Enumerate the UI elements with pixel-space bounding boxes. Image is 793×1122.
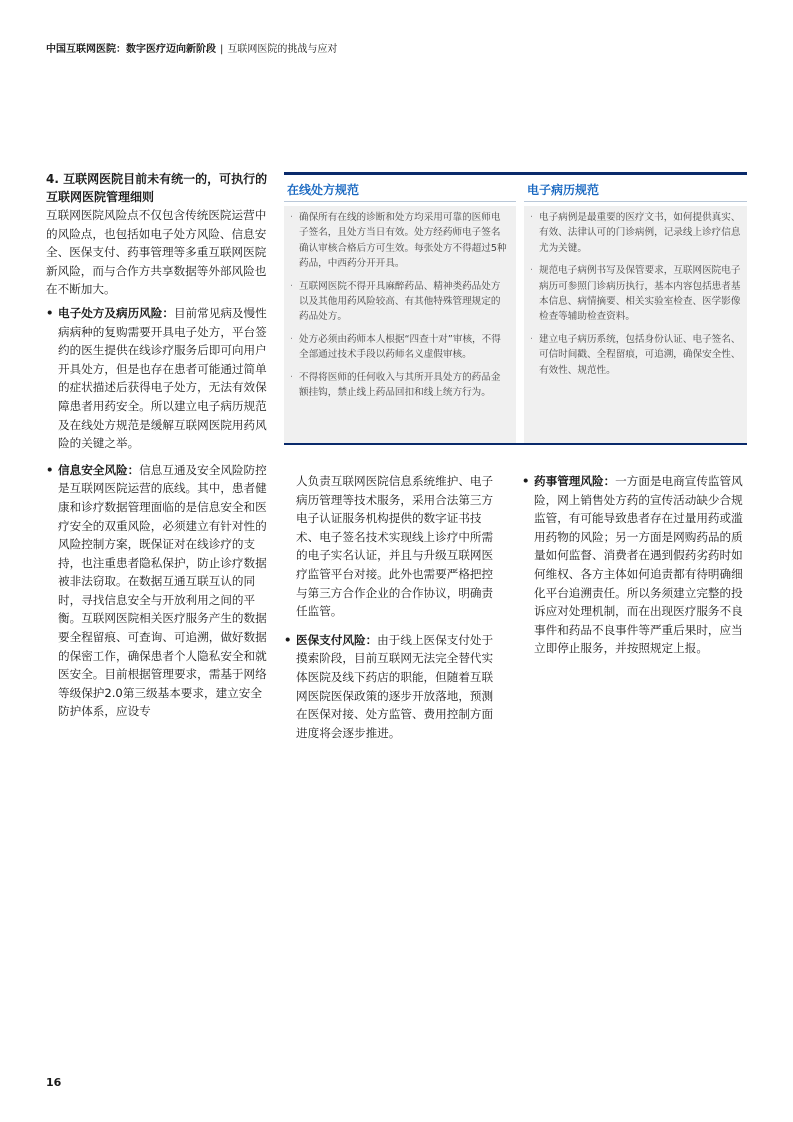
list-item: · 电子病例是最重要的医疗文书，如何提供真实、有效、法律认可的门诊病例，记录线上诊疗信息尤为关键。 — [530, 212, 741, 254]
running-header — [46, 40, 337, 55]
bullet-dot-icon: · — [290, 333, 294, 345]
bullet-lead: 信息安全风险： — [58, 462, 140, 477]
table-column-prescription — [284, 175, 516, 443]
bullet-dot-icon: · — [290, 212, 294, 223]
table-header-emr: 电子病历规范 — [524, 179, 747, 202]
bullet-info-security-risk — [46, 461, 272, 721]
bullet-text: 一方面是电商宣传监管风险，网上销售处方药的宣传活动缺少合规监管，有可能导致患者存在过量用药或滥用药物的风险；另一方面是网购药品的质量如何监督、消费者在遇到假药劣药时如何维权、各方主体如何追责都有待明确细化平台追溯责任。所以务须建立完整的投诉应对处理机制，而在出现医疗服务不良事件和药品不良事件等严重后果时，应当立即停止服务，并按照规定上报。 — [534, 474, 743, 656]
continued-paragraph: 人负责互联网医院信息系统维护、电子病历管理等技术服务，采用合法第三方电子认证服务机构提供的数字证书技术、电子签名技术实现线上诊疗中所需的电子实名认证，并且与升级互联网医疗监管平台对接。此外也需要严格把控与第三方合作企业的合作协议，明确责任监管。 — [296, 474, 494, 619]
bullet-dot-icon: • — [522, 474, 530, 488]
bullet-lead: 电子处方及病历风险： — [58, 305, 174, 320]
bullet-dot-icon: • — [284, 632, 292, 647]
bullet-lead: 医保支付风险： — [296, 632, 378, 647]
bullet-text: 由于线上医保支付处于摸索阶段，目前互联网无法完全替代实体医院及线下药店的职能，但随着互联网医院医保政策的逐步开放落地，预测在医保对接、处方监管、费用控制方面进度将会逐步推进。 — [296, 632, 494, 740]
bullet-dot-icon: · — [530, 212, 534, 223]
table-header-prescription: 在线处方规范 — [284, 179, 516, 202]
section-title: 4. 互联网医院目前未有统一的，可执行的互联网医院管理细则 — [46, 172, 268, 204]
bullet-dot-icon: • — [46, 305, 54, 320]
table-cell-emr — [524, 206, 747, 443]
header-subtitle: 互联网医院的挑战与应对 — [227, 44, 338, 55]
bullet-dot-icon: · — [530, 265, 534, 277]
left-column — [46, 170, 272, 721]
header-separator: | — [220, 44, 224, 55]
bullet-prescription-risk — [46, 304, 272, 453]
table-column-emr — [524, 175, 747, 443]
table-cell-prescription — [284, 206, 516, 443]
middle-column — [284, 472, 504, 742]
list-item: · 不得将医师的任何收入与其所开具处方的药品金额挂钩，禁止线上药品回扣和线上统方行为。 — [290, 371, 501, 399]
intro-paragraph: 互联网医院风险点不仅包含传统医院运营中的风险点，也包括如电子处方风险、信息安全、医保支付、药事管理等多重互联网医院新风险，而与合作方共享数据等外部风险也在不断加大。 — [46, 208, 267, 297]
bullet-lead: 药事管理风险： — [534, 474, 616, 488]
list-item: · 处方必须由药师本人根据“四查十对”审核，不得全部通过技术手段以药师名义虚假审核。 — [290, 333, 501, 361]
list-item: · 确保所有在线的诊断和处方均采用可靠的医师电子签名，且处方当日有效。处方经药师电子签名确认审核合格后方可生效。每张处方不得超过5种药品，中西药分开开具。 — [290, 212, 507, 270]
bullet-dot-icon: · — [530, 333, 534, 345]
list-item: · 建立电子病历系统，包括身份认证、电子签名、可信时间戳、全程留痕，可追溯，确保安全性、有效性、规范性。 — [530, 333, 741, 376]
bullet-text: 信息互通及安全风险防控是互联网医院运营的底线。其中，患者健康和诊疗数据管理面临的是信息安全和医疗安全的双重风险，必须建立有针对性的风险控制方案，既保证对在线诊疗的支持，也注重患者隐私保护，防止诊疗数据被非法窃取。在数据互通互联互认的同时，寻找信息安全与开放利用之间的平衡。互联网医院相关医疗服务产生的数据要全程留痕、可查询、可追溯，做好数据的保密工作，确保患者个人隐私安全和就医安全。目前根据管理要求，需基于网络等级保护2.0第三级基本要求，建立安全防护体系，应设专 — [58, 462, 267, 719]
bullet-dot-icon: · — [290, 280, 294, 292]
regulation-table — [284, 172, 747, 445]
list-item: · 规范电子病例书写及保管要求，互联网医院电子病历可参照门诊病历执行，基本内容包括患者基本信息、病情摘要、相关实验室检查、医学影像检查等辅助检查资料。 — [530, 265, 741, 323]
bullet-insurance-risk — [284, 631, 504, 743]
list-item: · 互联网医院不得开具麻醉药品、精神类药品处方以及其他用药风险较高、有其他特殊管理规定的药品处方。 — [290, 280, 501, 323]
header-title: 中国互联网医院：数字医疗迈向新阶段 — [46, 44, 216, 55]
bullet-pharmacy-risk — [522, 472, 748, 658]
bullet-text: 目前常见病及慢性病病种的复购需要开具电子处方，平台签约的医生提供在线诊疗服务后即可向用户开具处方，但是也存在患者可能通过简单的症状描述后获得电子处方，无法有效保障患者用药安全。所以建立电子病历规范及在线处方规范是缓解互联网医院用药风险的关键之举。 — [58, 305, 267, 451]
bullet-dot-icon: · — [290, 371, 294, 383]
right-column — [522, 472, 748, 658]
bullet-dot-icon: • — [46, 462, 54, 477]
page-number: 16 — [46, 1076, 62, 1089]
